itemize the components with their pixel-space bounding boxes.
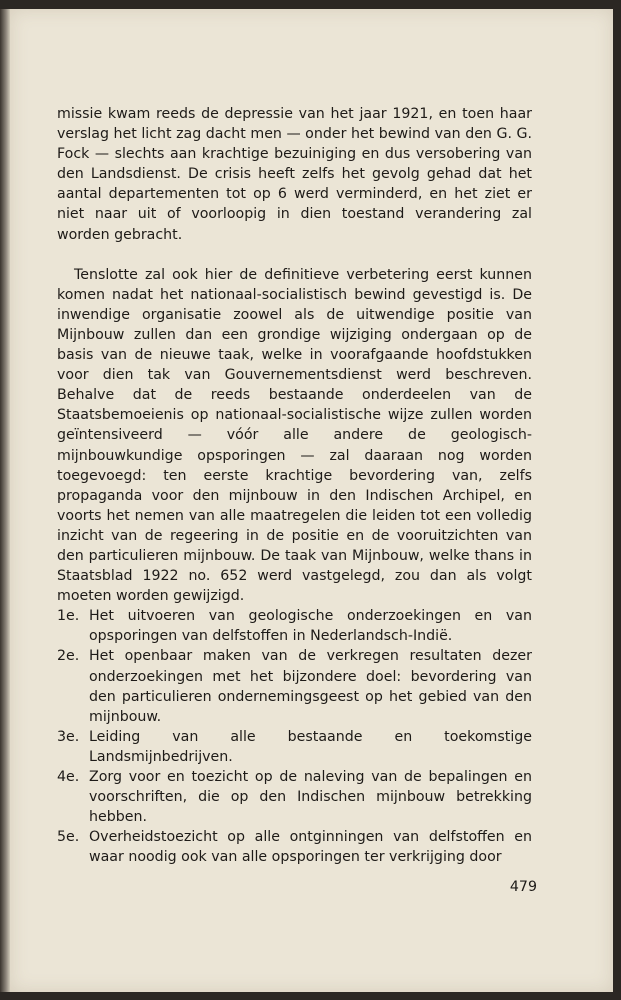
list-item	[57, 606, 532, 646]
list-item-text: Het uitvoeren van geologische onderzoekingen en van opsporingen van delfstoffen in Nederlandsch-Indië.	[89, 608, 532, 645]
list-item-text: Leiding van alle bestaande en toekomstige Landsmijnbedrijven.	[89, 728, 532, 765]
list-item-number: 2e.	[57, 648, 80, 665]
list-item-text: Zorg voor en toezicht op de naleving van de bepalingen en voorschriften, die op den Indischen mijnbouw betrekking hebben.	[89, 769, 532, 826]
page-number: 479	[509, 879, 537, 895]
book-gutter	[0, 9, 10, 992]
list-item-number: 4e.	[57, 769, 80, 785]
page-body	[57, 104, 532, 867]
list-item	[57, 727, 532, 767]
list-item-number: 3e.	[57, 728, 80, 745]
list-item-text: Het openbaar maken van de verkregen resultaten dezer onderzoekingen met het bijzondere doel: bevordering van den particulieren ondernemingsgeest op het gebied van den mijnbouw.	[89, 648, 532, 725]
list-item-number: 5e.	[57, 829, 80, 846]
list-item-number: 1e.	[57, 608, 80, 625]
paragraph-2: Tenslotte zal ook hier de definitieve verbetering eerst kunnen komen nadat het nationaal-socialistisch bewind gevestigd is. De inwendige organisatie zoowel als de uitwendige positie van Mijnbouw zullen dan een grondige wijziging ondergaan op de basis van de nieuwe taak, welke in voorafgaande hoofdstukken voor dien tak van Gouvernementsdienst werd beschreven. Behalve dat de reeds bestaande onderdeelen van de Staatsbemoeienis op nationaal-socialistische wijze zullen worden geïntensiveerd — vóór alle andere de geologisch-mijnbouwkundige opsporingen — zal daaraan nog worden toegevoegd: ten eerste krachtige bevordering van, zelfs propaganda voor den mijnbouw in den Indischen Archipel, en voorts het nemen van alle maatregelen die leiden tot een volledig inzicht van de regeering in de positie en de vooruitzichten van den particulieren mijnbouw. De taak van Mijnbouw, welke thans in Staatsblad 1922 no. 652 werd vastgelegd, zou dan als volgt moeten worden gewijzigd.	[57, 266, 532, 605]
list-item	[57, 827, 532, 867]
paragraph-1: missie kwam reeds de depressie van het jaar 1921, en toen haar verslag het licht zag dacht men — onder het bewind van den G. G. Fock — slechts aan krachtige bezuiniging en dus versobering van den Landsdienst. De crisis heeft zelfs het gevolg gehad dat het aantal departementen tot op 6 werd verminderd, en het ziet er niet naar uit of voorloopig in dien toestand verandering zal worden gebracht.	[57, 106, 532, 243]
task-list	[57, 606, 532, 867]
list-item	[57, 646, 532, 726]
list-item	[57, 767, 532, 827]
list-item-text: Overheidstoezicht op alle ontginningen van delfstoffen en waar noodig ook van alle opsporingen ter verkrijging door	[89, 829, 532, 866]
